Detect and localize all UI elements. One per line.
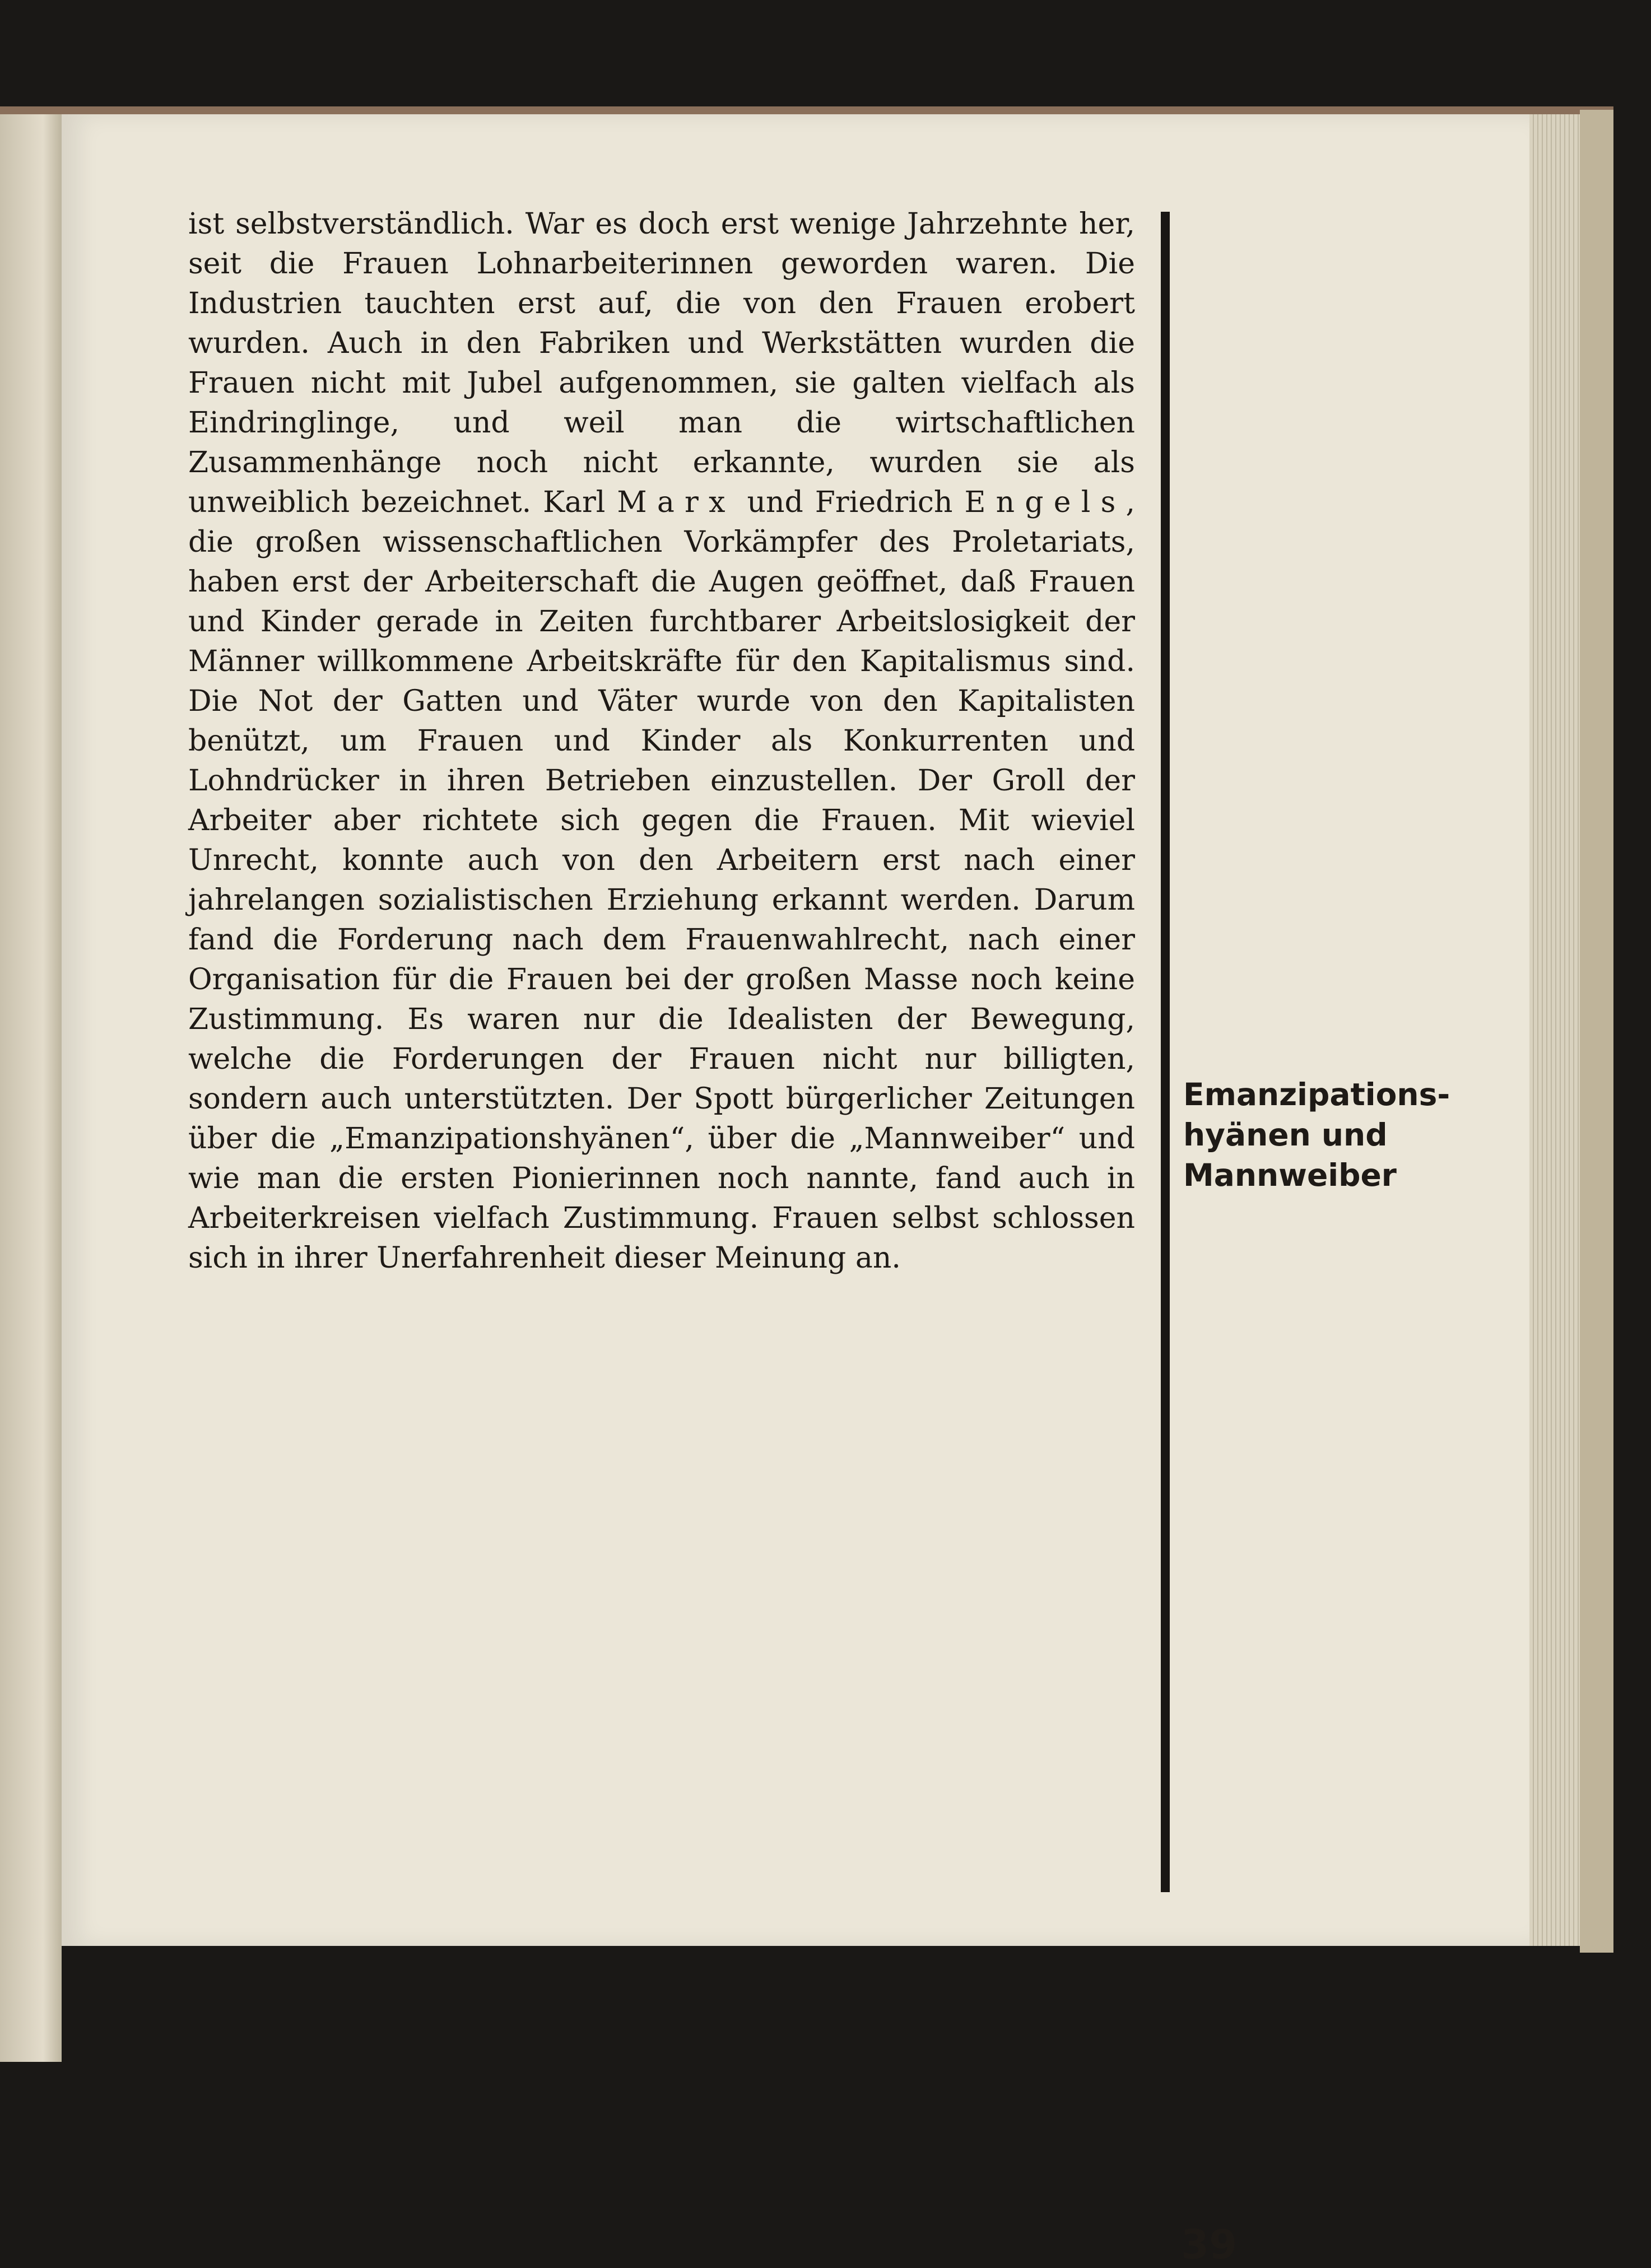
marginal-note: Emanzipations-hyänen und Mannweiber xyxy=(1183,1077,1450,1193)
page-number: 39 xyxy=(1181,2221,1238,2268)
body-text-part: ist selbstverständlich. War es doch erst wenige Jahrzehnte her, seit die Frauen Lohnarbeiterinnen geworden waren. Die Industrien tauchten erst auf, die von den Frauen erobert wurden. Auch in den Fabriken und Werkstätten wurden die Frauen nicht mit Jubel aufgenommen, sie galten vielfach als Eindringlinge, und weil man die wirtschaftlichen Zusammenhänge noch nicht erkannte, wurden sie als unweiblich bezeichnet. Karl xyxy=(188,207,1135,519)
book-cover-edge xyxy=(1580,110,1613,1953)
vertical-rule xyxy=(1161,212,1170,1892)
body-text-part: , die großen wissenschaftlichen Vorkämpfer des Proletariats, haben erst der Arbeiterschaft die Augen geöffnet, daß Frauen und Kinder gerade in Zeiten furchtbarer Arbeitslosigkeit der Männer willkommene Arbeitskräfte für den Kapitalismus sind. Die Not der Gatten und Väter wurde von den Kapitalisten benützt, um Frauen und Kinder als Konkurrenten und Lohndrücker in ihren Betrieben einzustellen. Der Groll der Arbeiter aber richtete sich gegen die Frauen. Mit wieviel Unrecht, konnte auch von den Arbeitern erst nach einer jahrelangen sozialistischen Erziehung erkannt werden. Darum fand die Forderung nach dem Frauenwahlrecht, nach einer Organisation für die Frauen bei der großen Masse noch keine Zustimmung. Es waren nur die Idealisten der Bewegung, welche die Forderungen der Frauen nicht nur billigten, sondern auch unterstützten. Der Spott bürgerlicher Zeitungen über die „Emanzipationshyänen“, über die „Mannweiber“ und wie man die ersten Pionierinnen noch nannte, fand auch in Arbeiterkreisen vielfach Zustimmung. Frauen selbst schlossen sich in ihrer Unerfahrenheit dieser Meinung an. xyxy=(188,486,1135,1275)
show-through-heading xyxy=(1204,213,1501,643)
name-engels: Engels xyxy=(964,486,1126,519)
page-stack xyxy=(1529,114,1580,1946)
body-text xyxy=(188,204,1135,1278)
body-text-part: und Friedrich xyxy=(735,486,965,519)
name-marx: Marx xyxy=(617,486,736,519)
left-page-edge xyxy=(0,112,62,2062)
book-top-edge xyxy=(0,106,1613,114)
